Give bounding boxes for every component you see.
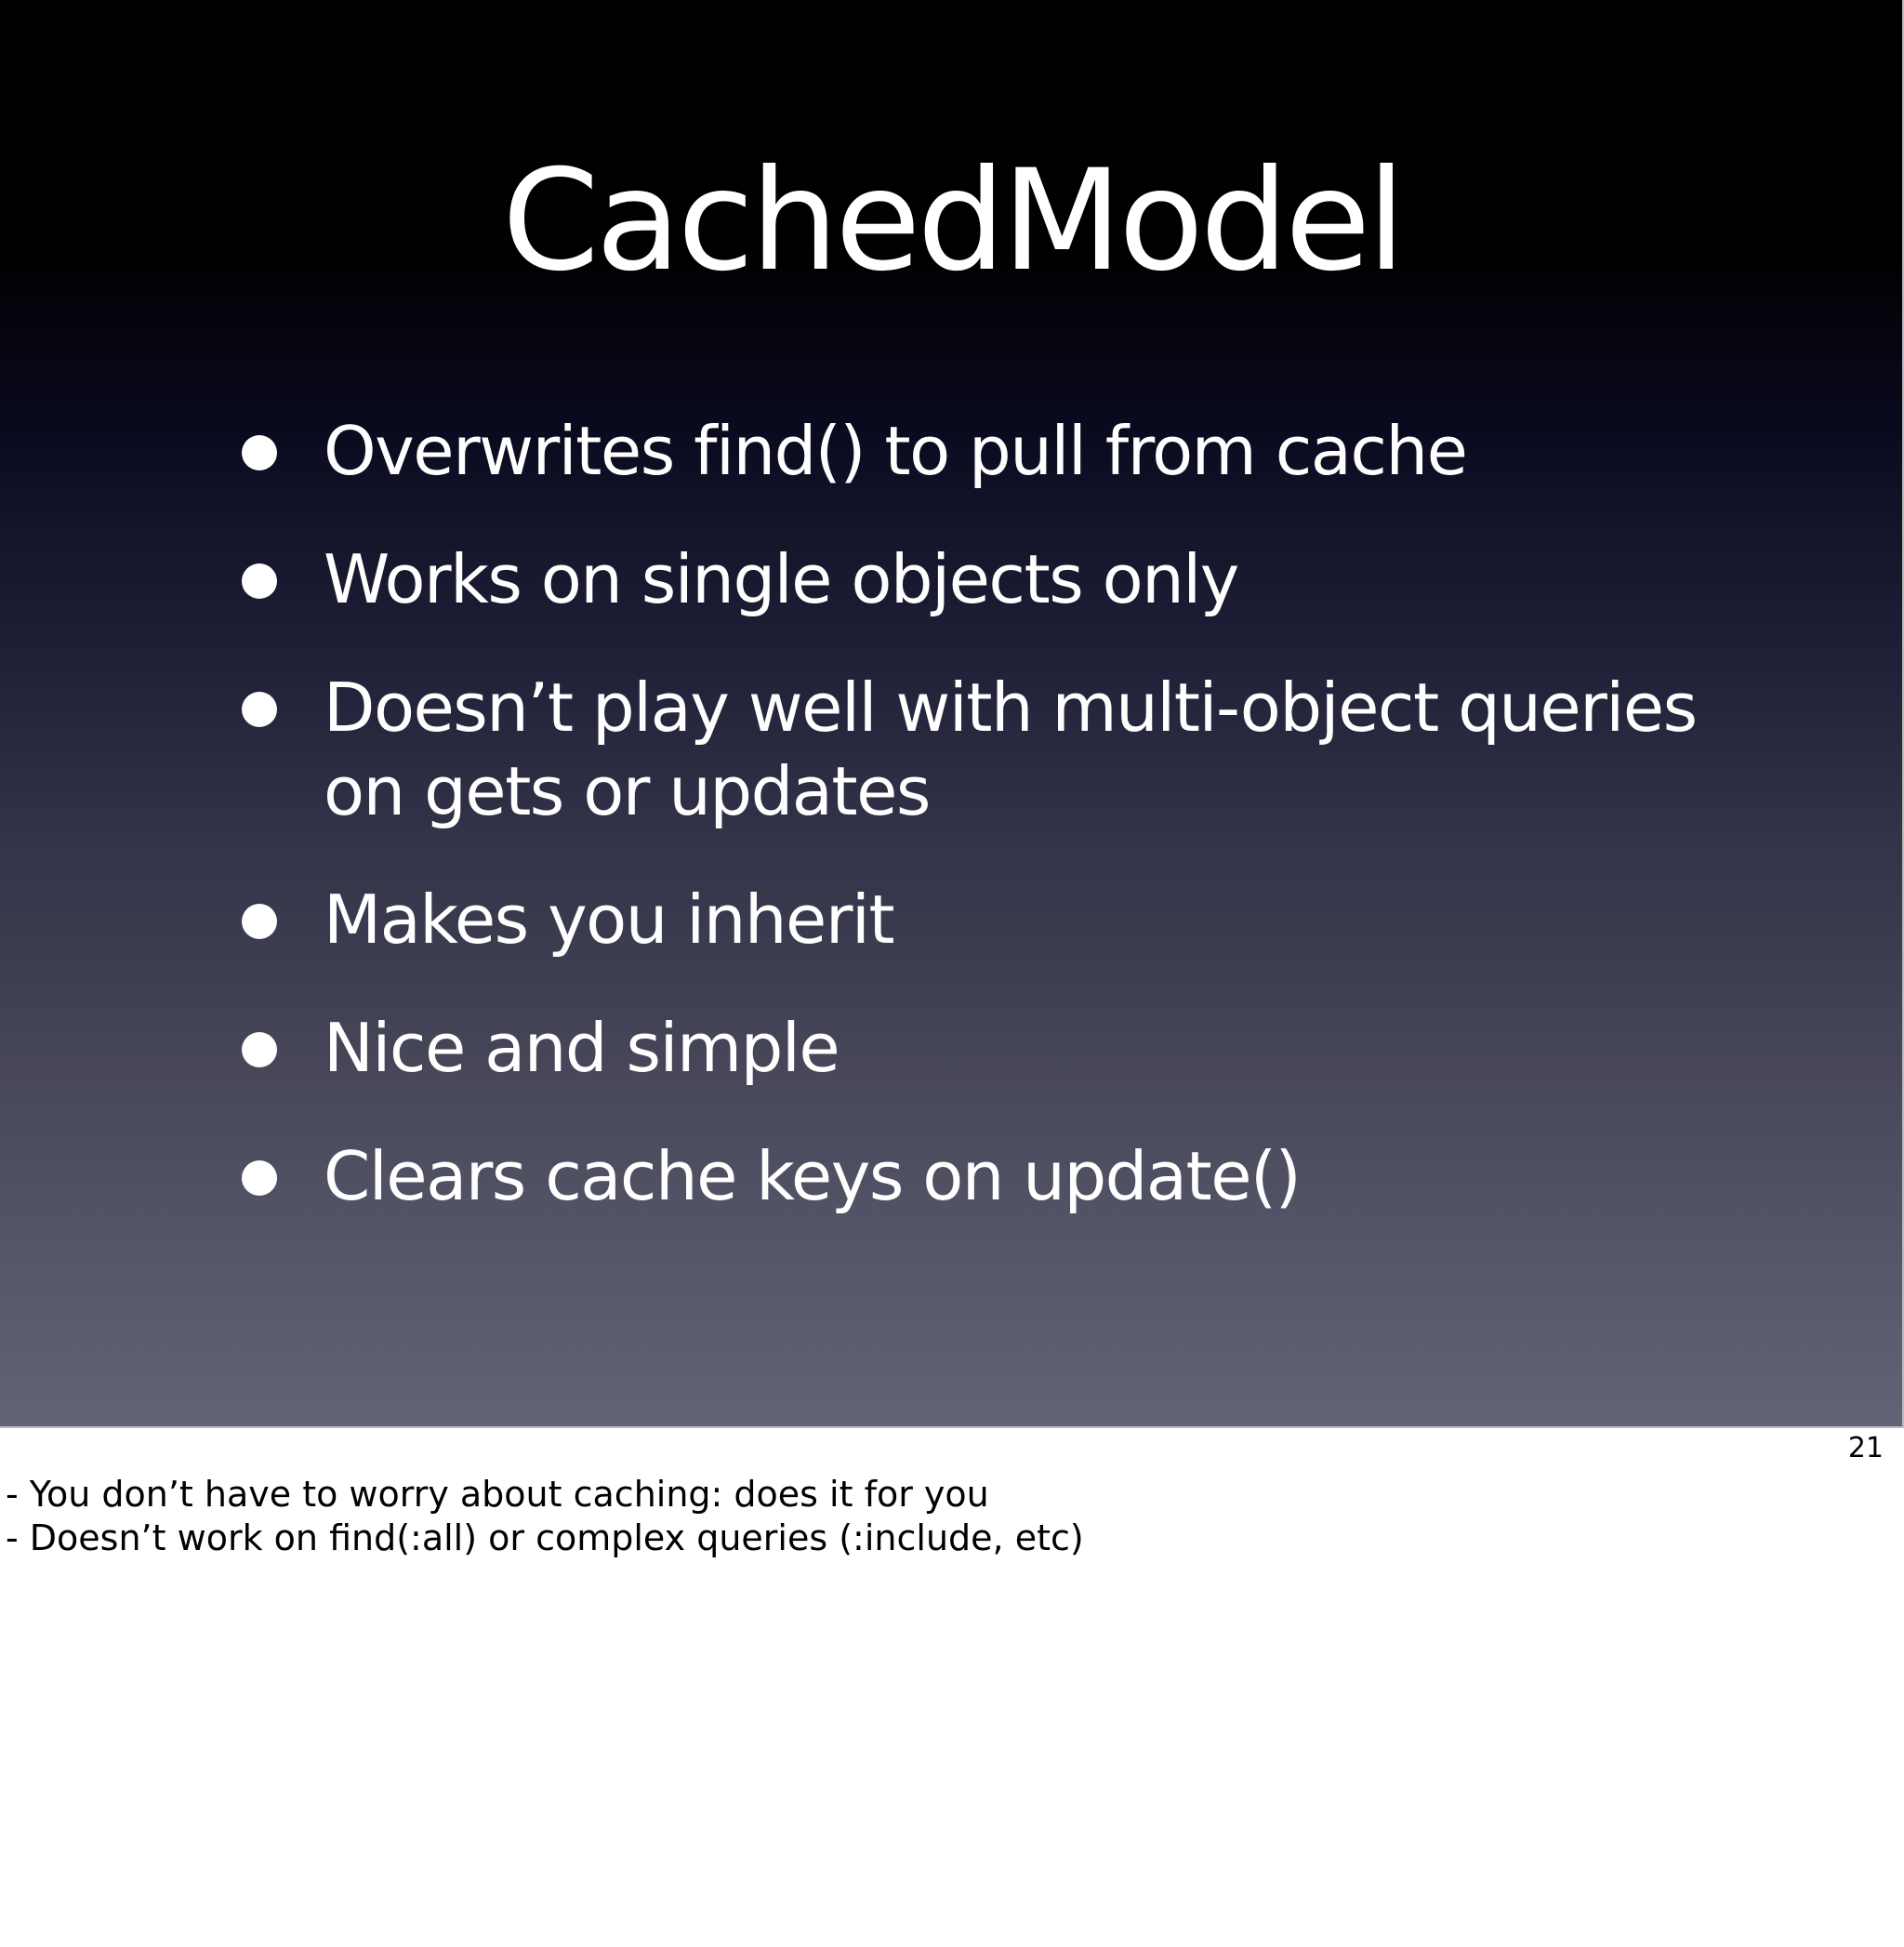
bullet-text: Works on single objects only	[324, 540, 1238, 618]
speaker-notes	[6, 1473, 1084, 1560]
note-item: - Doesn’t work on find(:all) or complex queries (:include, etc)	[6, 1517, 1084, 1558]
bullet-text: Doesn’t play well with multi-object queries on gets or updates	[324, 669, 1697, 830]
bullet-text: Clears cache keys on update()	[324, 1137, 1301, 1215]
bullet-text: Nice and simple	[324, 1009, 840, 1087]
bullet-item	[242, 1134, 1748, 1218]
bullet-item	[242, 666, 1748, 833]
slide-title: CachedModel	[501, 140, 1403, 302]
bullet-item	[242, 878, 1748, 961]
bullet-item	[242, 537, 1748, 621]
bullet-dot-icon	[242, 563, 277, 599]
bullet-text: Makes you inherit	[324, 881, 894, 959]
note-item: - You don’t have to worry about caching: does it for you	[6, 1474, 989, 1515]
slide-page-number: 21	[1847, 1432, 1884, 1464]
bullet-dot-icon	[242, 904, 277, 939]
bullet-item	[242, 1006, 1748, 1090]
bullet-dot-icon	[242, 692, 277, 727]
bullet-dot-icon	[242, 435, 277, 470]
bullet-dot-icon	[242, 1160, 277, 1196]
bullet-text: Overwrites find() to pull from cache	[324, 412, 1467, 490]
bullet-item	[242, 409, 1748, 493]
bullet-dot-icon	[242, 1032, 277, 1067]
bullet-list	[242, 409, 1748, 1263]
